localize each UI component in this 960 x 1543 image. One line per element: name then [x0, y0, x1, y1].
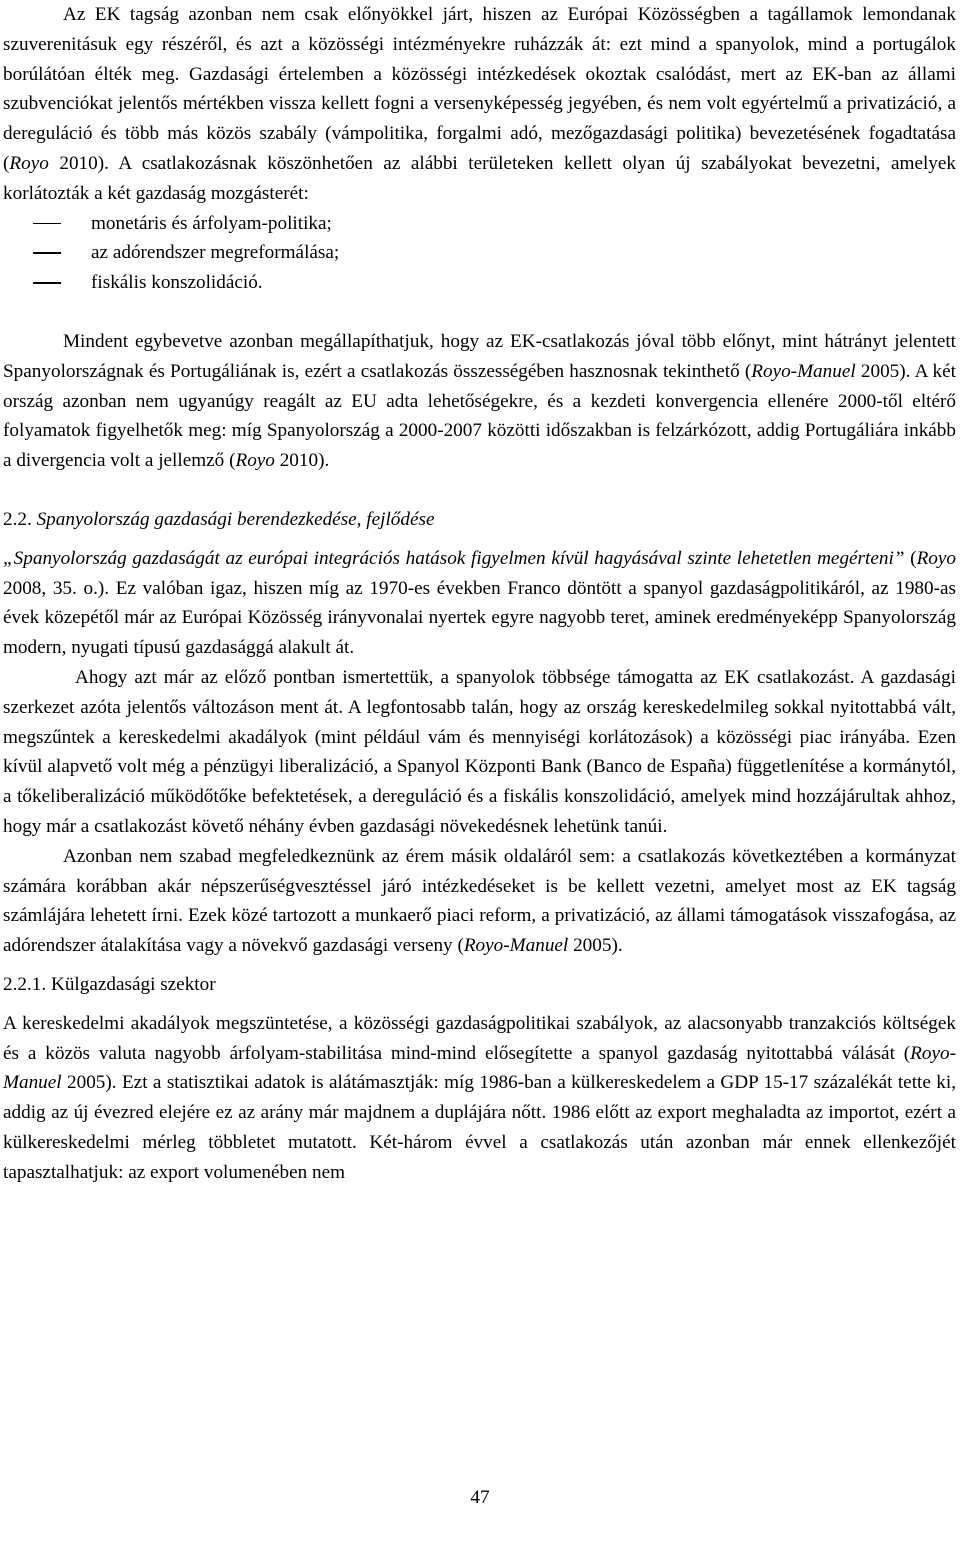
paragraph-structure: Ahogy azt már az előző pontban ismertettük, a spanyolok többsége támogatta az EK csatlakozást. A gazdasági szerkezet azóta jelentős változáson ment át. A legfontosabb talán, hogy az ország kereskedelmileg sokkal nyitottabbá vált, megszűntek a kereskedelmi akadályok (mint például vám és mennyiségi korlátozások) a közösségi piac irányába. Ezen kívül alapvető volt még a pénzügyi liberalizáció, a Spanyol Központi Bank (Banco de España) függetlenítése a kormánytól, a tőkeliberalizáció működőtőke befektetések, a dereguláció és a fiskális konszolidáció, amelyek mind hozzájárultak ahhoz, hogy már a csatlakozást követő néhány évben gazdasági növekedésnek lehetünk tanúi. [3, 666, 956, 837]
citation: Royo-Manuel [3, 1042, 956, 1094]
paragraph-quote: „Spanyolország gazdaságát az európai integrációs hatások figyelmen kívül hagyásával szinte lehetetlen megérteni” (Royo 2008, 35. o.). Ez valóban igaz, hiszen míg az 1970-es években Franco döntött a spanyol gazdaságpolitikáról, az 1980-as évek közepétől már az Európai Közösség irányvonalai nyertek egyre nagyobb teret, aminek eredményeképp Spanyolország modern, nyugati típusú gazdasággá alakult át. [3, 547, 957, 659]
dash-bullet-icon [33, 223, 61, 225]
citation: Royo [916, 547, 957, 569]
citation: Royo-Manuel [463, 935, 569, 957]
subsection-number: 2.2.1. [3, 973, 47, 995]
dash-bullet-icon [33, 282, 61, 284]
section-number: 2.2. [3, 508, 32, 530]
dash-bullet-icon [33, 252, 61, 254]
paragraph-other-side: Azonban nem szabad megfeledkeznünk az érem másik oldaláról sem: a csatlakozás következtében a kormányzat számára korábban akár népszerűségvesztéssel járó intézkedéseket is be kellett vezetni, amelyet most az EK tagság számlájára lehetett írni. Ezek közé tartozott a munkaerő piaci reform, a privatizáció, az állami támogatások visszafogása, az adórendszer átalakítása vagy a növekvő gazdasági verseny (Royo-Manuel 2005). [3, 845, 956, 957]
citation: Royo [9, 152, 49, 174]
paragraph-summary: Mindent egybevetve azonban megállapíthatjuk, hogy az EK-csatlakozás jóval több előnyt, mint hátrányt jelentett Spanyolországnak és Portugáliának is, ezért a csatlakozás összességében hasznosnak tekinthető (Royo-Manuel 2005). A két ország azonban nem ugyanúgy reagált az EU adta lehetőségekre, és a kezdeti konvergencia ellenére 2000-től eltérő folyamatok figyelhetők meg: míg Spanyolország a 2000-2007 közötti időszakban is felzárkózott, addig Portugáliára inkább a divergencia volt a jellemző (Royo 2010). [3, 330, 956, 472]
paragraph-ek-membership: Az EK tagság azonban nem csak előnyökkel járt, hiszen az Európai Közösségben a tagállamok lemondanak szuverenitásuk egy részéről, és azt a közösségi intézményekre ruházzák át: ezt mind a spanyolok, mind a portugálok borúlátóan élték meg. Gazdasági értelemben a közösségi intézkedések okoztak csalódást, mert az EK-ban az állami szubvenciókat jelentős mértékben vissza kellett fogni a versenyképesség jegyében, és nem volt egyértelmű a privatizáció, a dereguláció és több más közös szabály (vámpolitika, forgalmi adó, mezőgazdasági politika) bevezetésének fogadtatása (Royo 2010). A csatlakozásnak köszönhetően az alábbi területeken kellett olyan új szabályokat bevezetni, amelyek korlátozták a két gazdaság mozgásterét: [3, 4, 956, 204]
subsection-title: Külgazdasági szektor [46, 973, 216, 995]
citation: Royo [235, 450, 275, 472]
citation: Royo-Manuel [751, 360, 856, 382]
section-title: Spanyolország gazdasági berendezkedése, fejlődése [31, 508, 435, 530]
quote: „Spanyolország gazdaságát az európai integrációs hatások figyelmen kívül hagyásával szinte lehetetlen megérteni” [3, 547, 905, 569]
list-item: az adórendszer megreformálása; [3, 238, 956, 268]
subsection-heading [3, 970, 956, 1000]
section-heading [3, 505, 956, 535]
paragraph-external-sector: A kereskedelmi akadályok megszüntetése, a közösségi gazdaságpolitikai szabályok, az alacsonyabb tranzakciós költségek és a közös valuta nagyobb árfolyam-stabilitása mind-mind elősegítette a spanyol gazdaság nyitottabbá válását (Royo-Manuel 2005). Ezt a statisztikai adatok is alátámasztják: míg 1986-ban a külkereskedelem a GDP 15-17 százalékát tette ki, addig az új évezred elejére ez az arány már majdnem a duplájára nőtt. 1986 előtt az export meghaladta az importot, ezért a külkereskedelmi mérleg többletet mutatott. Két-három évvel a csatlakozás után azonban már ennek ellenkezőjét tapasztalhatjuk: az export volumenében nem [3, 1012, 956, 1183]
list-item: fiskális konszolidáció. [3, 268, 956, 298]
bullet-list [3, 209, 956, 298]
page-number: 47 [470, 1487, 490, 1508]
list-item: monetáris és árfolyam-politika; [3, 209, 956, 239]
